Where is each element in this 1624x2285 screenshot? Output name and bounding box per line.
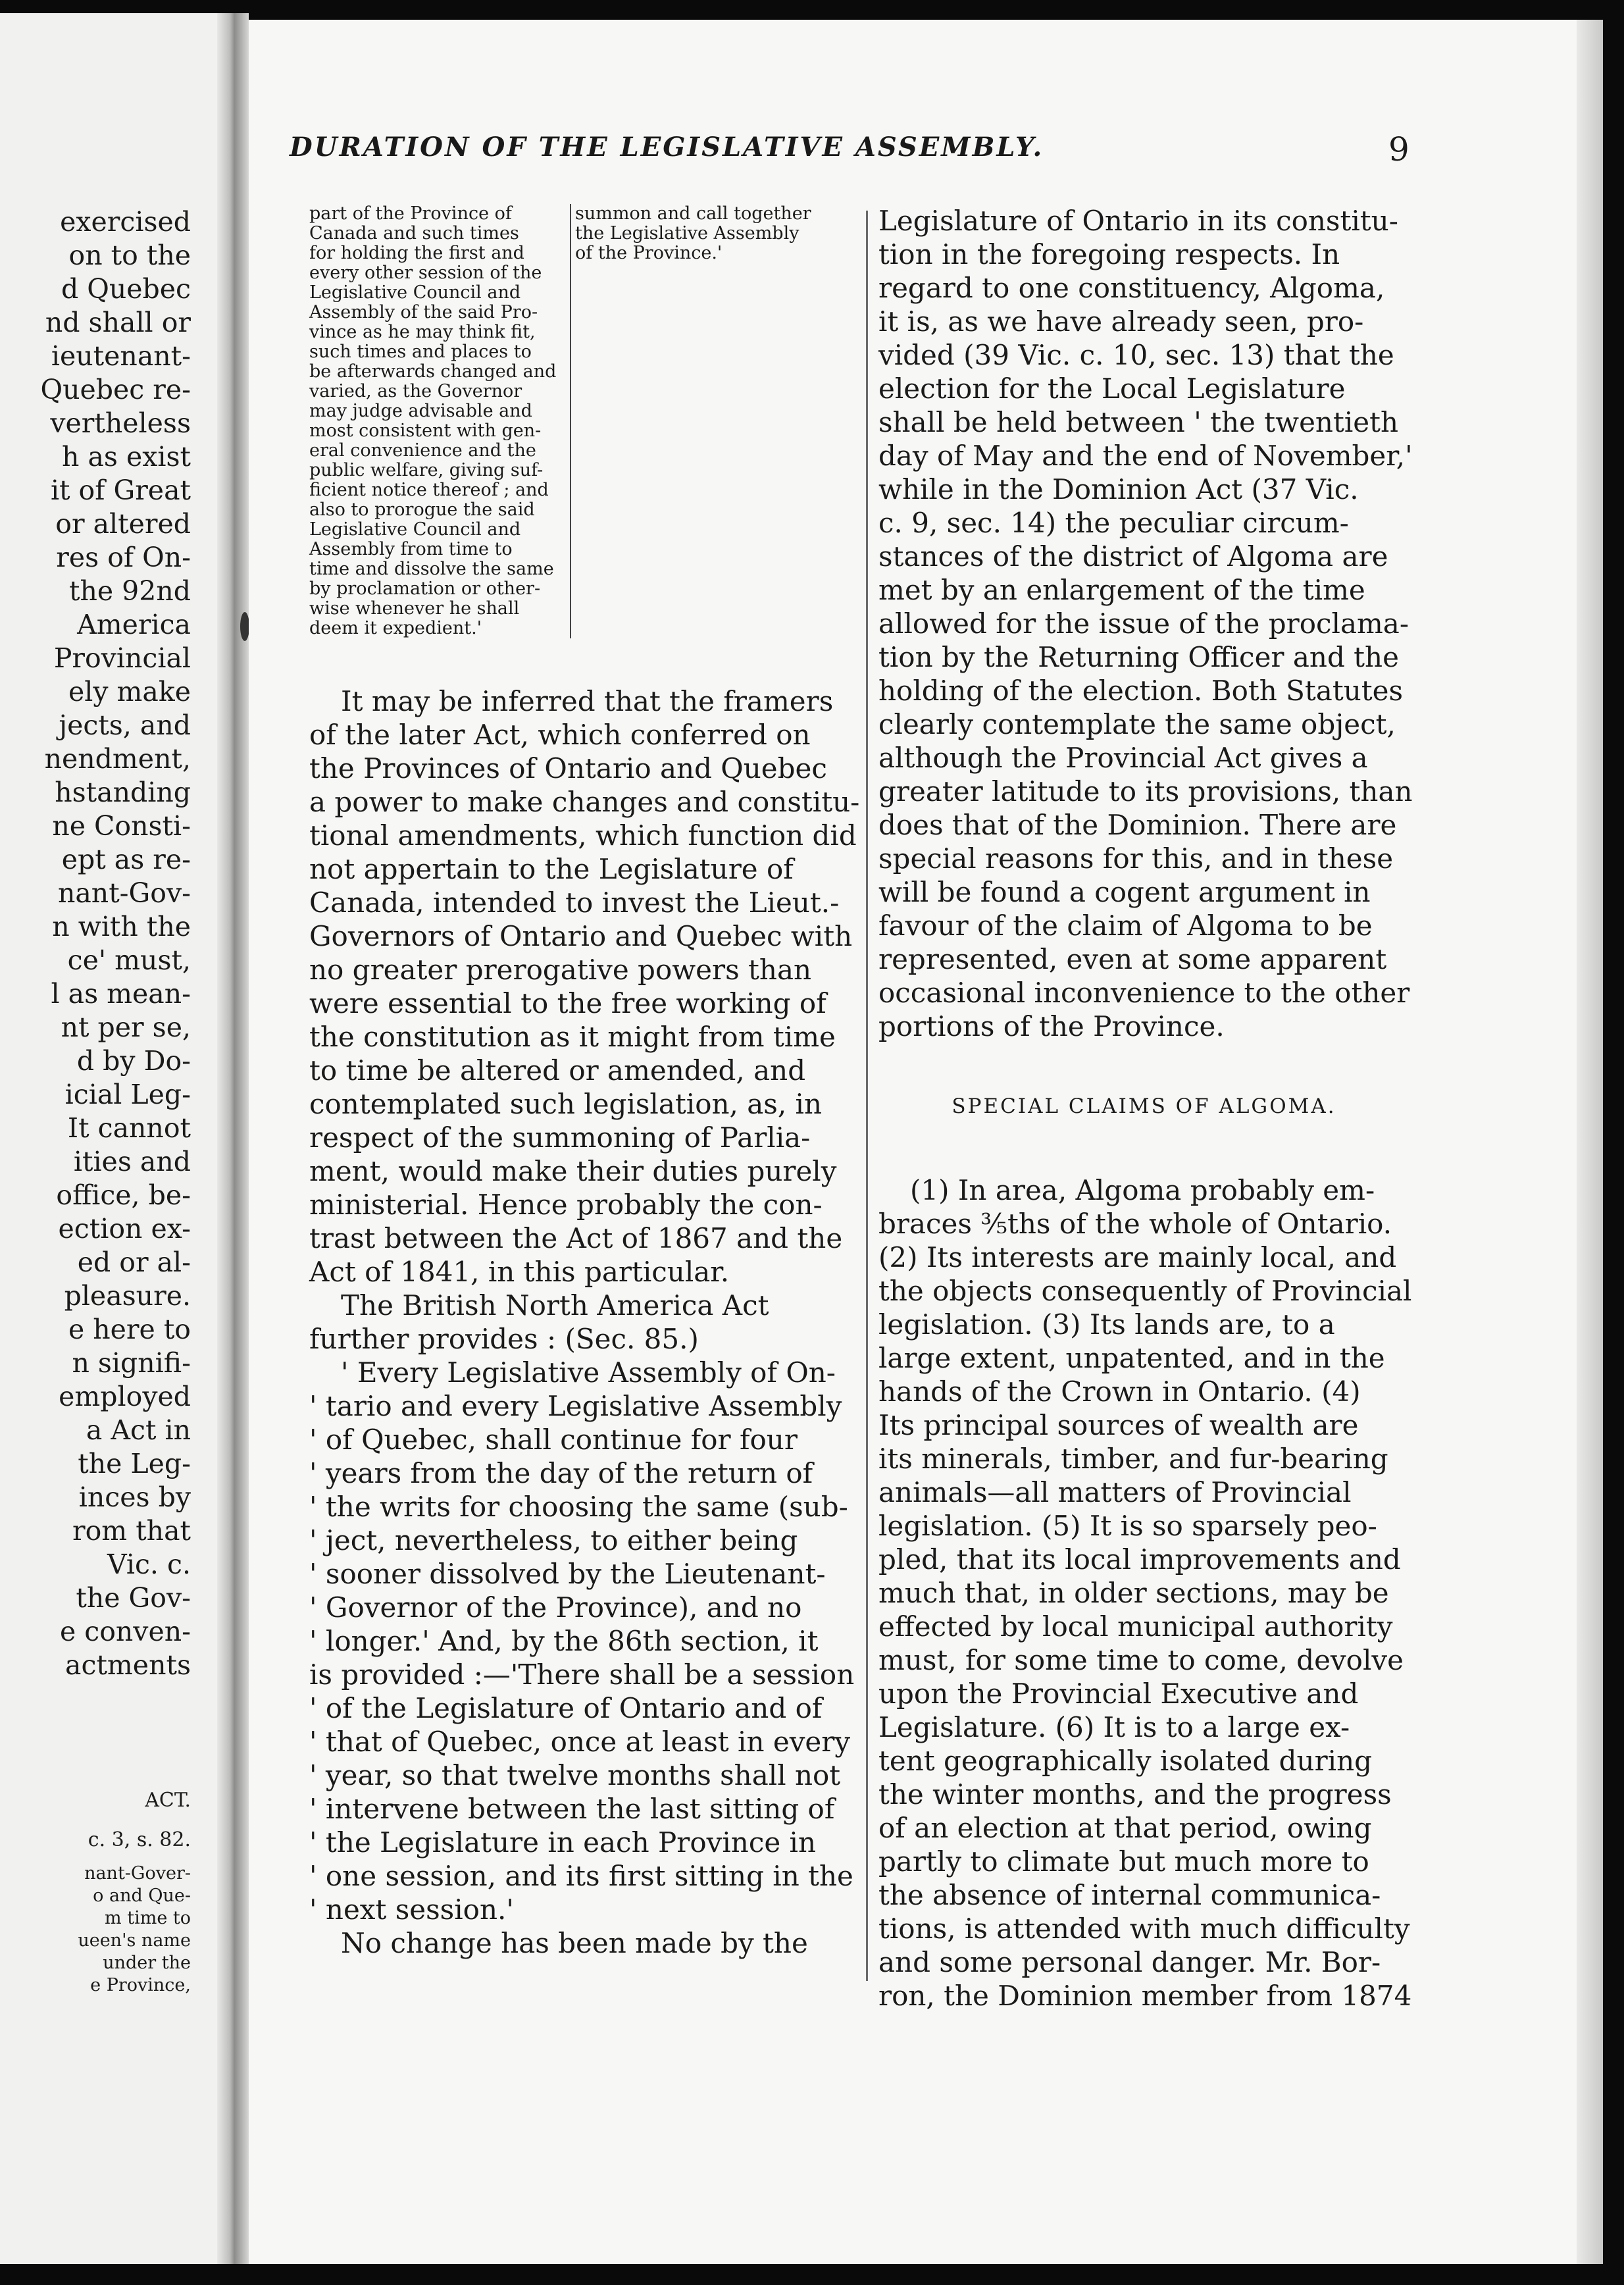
text-line: election for the Local Legislature: [878, 372, 1346, 405]
right-column: [878, 204, 1413, 2013]
text-line: stances of the district of Algoma are: [878, 540, 1388, 573]
text-line: ment, would make their duties purely: [309, 1155, 837, 1187]
text-line: n signifi-: [72, 1347, 191, 1379]
text-line: represented, even at some apparent: [878, 943, 1387, 975]
text-line: m time to: [105, 1908, 191, 1928]
text-line: It may be inferred that the framers: [341, 685, 834, 717]
text-line: portions of the Province.: [878, 1010, 1225, 1042]
text-line: ieutenant-: [51, 340, 191, 372]
text-line: vertheless: [50, 407, 191, 439]
text-line: ection ex-: [58, 1213, 191, 1245]
text-line: nendment,: [44, 743, 191, 775]
text-line: the 92nd: [68, 575, 191, 607]
text-line: to time be altered or amended, and: [309, 1054, 806, 1087]
text-line: also to prorogue the said: [309, 500, 535, 520]
text-line: No change has been made by the: [341, 1927, 808, 1959]
text-line: ' longer.' And, by the 86th section, it: [309, 1625, 819, 1657]
text-line: respect of the summoning of Parlia-: [309, 1121, 811, 1154]
text-line: does that of the Dominion. There are: [878, 809, 1397, 841]
text-line: contemplated such legislation, as, in: [309, 1088, 823, 1120]
text-line: the Legislative Assembly: [575, 223, 799, 244]
text-line: ' one session, and its first sitting in the: [309, 1860, 853, 1892]
section-heading: SPECIAL CLAIMS OF ALGOMA.: [952, 1094, 1336, 1118]
text-line: the objects consequently of Provincial: [878, 1275, 1412, 1307]
text-line: ' Governor of the Province), and no: [309, 1591, 802, 1624]
paragraph-algoma-claims: [878, 1173, 1412, 2013]
text-line: must, for some time to come, devolve: [878, 1644, 1404, 1676]
text-line: vince as he may think fit,: [309, 322, 536, 342]
text-line: regard to one constituency, Algoma,: [878, 272, 1385, 304]
left-column: [309, 203, 860, 1960]
text-line: no greater prerogative powers than: [309, 954, 812, 986]
text-line: tion in the foregoing respects. In: [878, 238, 1340, 270]
text-line: l as mean-: [51, 978, 191, 1010]
text-line: ' ject, nevertheless, to either being: [309, 1524, 798, 1556]
text-line: allowed for the issue of the proclama-: [878, 607, 1409, 640]
text-line: although the Provincial Act gives a: [878, 742, 1368, 774]
text-line: ed or al-: [77, 1246, 191, 1278]
text-line: ficient notice thereof ; and: [309, 480, 549, 500]
text-line: ' intervene between the last sitting of: [309, 1793, 835, 1825]
text-line: the constitution as it might from time: [309, 1021, 836, 1053]
text-line: nant-Gov-: [57, 877, 191, 909]
left-page-citation: c. 3, s. 82.: [88, 1828, 191, 1851]
text-line: day of May and the end of November,': [878, 440, 1413, 472]
text-line: under the: [103, 1953, 191, 1973]
paragraph-no-change: [309, 1926, 836, 1960]
text-line: it is, as we have already seen, pro-: [878, 305, 1364, 338]
text-line: rom that: [72, 1515, 191, 1547]
text-line: actments: [65, 1649, 191, 1681]
page-edge-shadow: [1577, 20, 1603, 2264]
quote-table-right-cell: [571, 204, 836, 638]
left-page-text: [40, 205, 191, 1682]
text-line: hands of the Crown in Ontario. (4): [878, 1375, 1361, 1408]
text-line: tion by the Returning Officer and the: [878, 641, 1399, 673]
text-line: d Quebec: [61, 273, 191, 305]
text-line: public welfare, giving suf-: [309, 460, 544, 480]
text-line: holding of the election. Both Statutes: [878, 675, 1404, 707]
text-line: part of the Province of: [309, 203, 512, 224]
text-line: the Provinces of Ontario and Quebec: [309, 752, 827, 784]
text-line: Vic. c.: [107, 1549, 191, 1580]
text-line: or altered: [55, 508, 191, 540]
text-line: most consistent with gen-: [309, 421, 542, 441]
book-gutter: [217, 13, 249, 2264]
text-line: pleasure.: [64, 1280, 191, 1312]
text-line: ept as re-: [61, 844, 191, 875]
text-line: of the Province.': [575, 243, 723, 263]
text-line: It cannot: [67, 1112, 191, 1144]
text-line: ' sooner dissolved by the Lieutenant-: [309, 1558, 826, 1590]
text-line: ' that of Quebec, once at least in every: [309, 1726, 851, 1758]
text-line: its minerals, timber, and fur-bearing: [878, 1443, 1388, 1475]
text-line: (1) In area, Algoma probably em-: [910, 1174, 1375, 1206]
text-line: pled, that its local improvements and: [878, 1543, 1401, 1576]
text-line: varied, as the Governor: [309, 381, 522, 401]
text-line: Canada, intended to invest the Lieut.-: [309, 886, 840, 919]
binding-mark: [240, 612, 249, 641]
text-line: and some personal danger. Mr. Bor-: [878, 1946, 1381, 1978]
text-line: animals—all matters of Provincial: [878, 1476, 1352, 1508]
text-line: office, be-: [56, 1179, 191, 1211]
text-line: ron, the Dominion member from 1874: [878, 1980, 1412, 2012]
left-page-act-label: ACT.: [145, 1789, 191, 1812]
text-line: inces by: [78, 1481, 191, 1513]
text-line: ' of the Legislature of Ontario and of: [309, 1692, 823, 1724]
text-line: ' year, so that twelve months shall not: [309, 1759, 841, 1791]
text-line: Legislature of Ontario in its constitu-: [878, 205, 1398, 237]
text-line: ueen's name: [78, 1930, 191, 1951]
text-line: by proclamation or other-: [309, 578, 541, 599]
page-number: 9: [1388, 130, 1409, 168]
text-line: occasional inconvenience to the other: [878, 977, 1410, 1009]
text-line: ' the writs for choosing the same (sub-: [309, 1491, 848, 1523]
left-facing-page: [0, 13, 217, 2264]
text-line: Legislative Council and: [309, 282, 521, 303]
paragraph-framers-inference: [309, 684, 860, 1289]
text-line: the Gov-: [76, 1582, 191, 1614]
text-line: America: [77, 609, 191, 640]
text-line: every other session of the: [309, 263, 542, 283]
text-line: ' tario and every Legislative Assembly: [309, 1390, 842, 1422]
running-head: DURATION OF THE LEGISLATIVE ASSEMBLY.: [290, 132, 1044, 163]
text-line: not appertain to the Legislature of: [309, 853, 794, 885]
text-line: trast between the Act of 1867 and the: [309, 1222, 843, 1254]
text-line: greater latitude to its provisions, than: [878, 775, 1413, 808]
text-line: exercised: [60, 206, 191, 238]
text-line: upon the Provincial Executive and: [878, 1678, 1359, 1710]
text-line: such times and places to: [309, 342, 532, 362]
text-line: while in the Dominion Act (37 Vic.: [878, 473, 1359, 505]
text-line: time and dissolve the same: [309, 559, 554, 579]
text-line: on to the: [68, 240, 191, 271]
column-rule: [866, 211, 868, 1981]
text-line: special reasons for this, and in these: [878, 842, 1394, 875]
text-line: nant-Gover-: [84, 1863, 191, 1884]
text-line: Governors of Ontario and Quebec with: [309, 920, 853, 952]
text-line: summon and call together: [575, 203, 811, 224]
text-line: Act of 1841, in this particular.: [309, 1256, 730, 1288]
text-line: Its principal sources of wealth are: [878, 1409, 1359, 1441]
paragraph-ontario-constitution: [878, 204, 1413, 1043]
text-line: Provincial: [53, 642, 191, 674]
text-line: braces ⅗ths of the whole of Ontario.: [878, 1208, 1392, 1240]
text-line: o and Que-: [93, 1886, 191, 1906]
text-line: nd shall or: [45, 307, 191, 338]
text-line: Assembly of the said Pro-: [309, 302, 538, 322]
text-line: clearly contemplate the same object,: [878, 708, 1396, 740]
text-line: eral convenience and the: [309, 440, 536, 461]
text-line: favour of the claim of Algoma to be: [878, 910, 1373, 942]
text-line: ' years from the day of the return of: [309, 1457, 813, 1489]
text-line: be afterwards changed and: [309, 361, 557, 382]
text-line: Legislature. (6) It is to a large ex-: [878, 1711, 1350, 1743]
text-line: deem it expedient.': [309, 618, 482, 638]
paragraph-bna-act: [309, 1289, 836, 1356]
text-line: of an election at that period, owing: [878, 1812, 1372, 1844]
text-line: met by an enlargement of the time: [878, 574, 1365, 606]
text-line: h as exist: [62, 441, 191, 473]
text-line: a Act in: [86, 1414, 191, 1446]
text-line: ce' must,: [67, 944, 191, 976]
text-line: ' the Legislature in each Province in: [309, 1826, 817, 1859]
text-line: employed: [59, 1381, 191, 1412]
text-line: wise whenever he shall: [309, 598, 520, 619]
text-line: much that, in older sections, may be: [878, 1577, 1389, 1609]
text-line: res of On-: [56, 542, 191, 573]
text-line: ely make: [68, 676, 191, 707]
quote-table-left-cell: [309, 204, 571, 638]
text-line: the absence of internal communica-: [878, 1879, 1381, 1911]
text-line: e here to: [68, 1314, 191, 1345]
left-page-margin-note: [78, 1862, 191, 1997]
quoted-statute-table: [309, 204, 836, 638]
text-line: ities and: [73, 1146, 191, 1177]
text-line: ne Consti-: [52, 810, 191, 842]
text-line: ' of Quebec, shall continue for four: [309, 1424, 798, 1456]
text-line: a power to make changes and constitu-: [309, 786, 860, 818]
text-line: Legislative Council and: [309, 519, 521, 540]
text-line: the Leg-: [78, 1448, 191, 1479]
text-line: large extent, unpatented, and in the: [878, 1342, 1385, 1374]
text-line: vided (39 Vic. c. 10, sec. 13) that the: [878, 339, 1394, 371]
text-line: jects, and: [59, 709, 191, 741]
text-line: shall be held between ' the twentieth: [878, 406, 1399, 438]
text-line: ministerial. Hence probably the con-: [309, 1189, 823, 1221]
text-line: were essential to the free working of: [309, 987, 826, 1019]
text-line: ' next session.': [309, 1893, 514, 1926]
text-line: may judge advisable and: [309, 401, 532, 421]
text-line: partly to climate but much more to: [878, 1845, 1369, 1878]
text-line: ' Every Legislative Assembly of On-: [341, 1356, 836, 1389]
text-line: it of Great: [50, 475, 191, 506]
text-line: legislation. (5) It is so sparsely peo-: [878, 1510, 1377, 1542]
text-line: tional amendments, which function did: [309, 819, 857, 852]
text-line: tent geographically isolated during: [878, 1745, 1373, 1777]
text-line: is provided :—'There shall be a session: [309, 1658, 855, 1691]
text-line: hstanding: [55, 777, 191, 808]
text-line: nt per se,: [61, 1012, 191, 1043]
text-line: further provides : (Sec. 85.): [309, 1323, 699, 1355]
paragraph-quoted-sections: [309, 1356, 855, 1926]
text-line: c. 9, sec. 14) the peculiar circum-: [878, 507, 1349, 539]
text-line: The British North America Act: [341, 1289, 769, 1322]
text-line: for holding the first and: [309, 243, 524, 263]
text-line: the winter months, and the progress: [878, 1778, 1392, 1810]
text-line: of the later Act, which conferred on: [309, 719, 811, 751]
text-line: e Province,: [90, 1975, 191, 1995]
text-line: tions, is attended with much difficulty: [878, 1913, 1410, 1945]
text-line: Assembly from time to: [309, 539, 513, 559]
text-line: e conven-: [59, 1616, 191, 1647]
text-line: will be found a cogent argument in: [878, 876, 1371, 908]
text-line: legislation. (3) Its lands are, to a: [878, 1308, 1335, 1341]
text-line: Canada and such times: [309, 223, 519, 244]
text-line: (2) Its interests are mainly local, and: [878, 1241, 1397, 1273]
text-line: icial Leg-: [64, 1079, 191, 1110]
text-line: n with the: [52, 911, 191, 942]
text-line: d by Do-: [76, 1045, 191, 1077]
text-line: effected by local municipal authority: [878, 1610, 1393, 1643]
text-line: Quebec re-: [40, 374, 191, 405]
